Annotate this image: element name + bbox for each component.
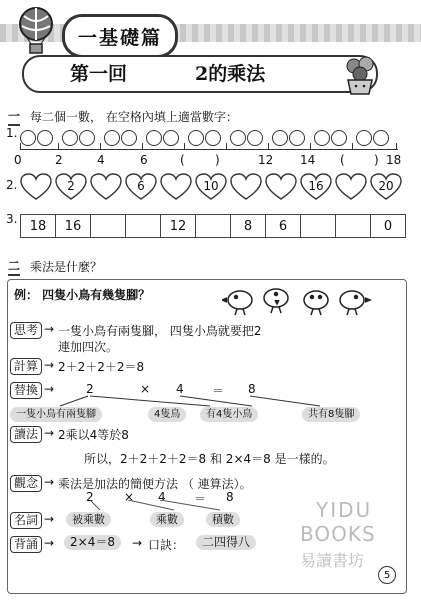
name-tag: 名詞 [10, 512, 42, 529]
section1-instruction: 每二個一數， 在空格內填上適當數字： [30, 110, 238, 124]
heart-value: 6 [137, 179, 145, 193]
q2-label: 2. [6, 178, 18, 192]
circle [104, 130, 120, 146]
table-cell [125, 214, 161, 238]
number-line-label: 0 [14, 153, 22, 167]
table-cell [195, 214, 231, 238]
think-arrow: → [44, 322, 55, 336]
number-line-tick [184, 143, 185, 150]
recite-tag: 背誦 [10, 536, 42, 553]
lesson-number: 第一回 [70, 63, 128, 85]
number-line-tick [226, 143, 227, 150]
read-text: 2乘以4等於8 [58, 428, 129, 442]
calc-text: 2＋2＋2＋2＝8 [58, 360, 145, 374]
concept-eq-product: 8 [226, 490, 234, 504]
table-cell [335, 214, 371, 238]
name-arrow: → [44, 512, 55, 526]
circle [247, 130, 263, 146]
concept-eq-equals: ＝ [194, 492, 207, 506]
section2-number: 二 [8, 257, 20, 276]
heart-value: 20 [378, 179, 394, 193]
pill-legs-per-bird: 一隻小鳥有兩隻腳 [10, 407, 102, 422]
heart-icon [230, 173, 262, 201]
watermark-line3: 易讀書坊 [300, 551, 365, 570]
think-text-line2: 連加四次。 [58, 340, 119, 354]
q3-label: 3. [6, 212, 18, 226]
circle [331, 130, 347, 146]
so-text: 所以，2＋2＋2＋2＝8 和 2×4＝8 是一樣的。 [84, 452, 335, 466]
table-cell: 6 [265, 214, 301, 238]
circle [314, 130, 330, 146]
number-line-label: 4 [97, 153, 105, 167]
think-tag: 思考 [10, 322, 42, 339]
circle [163, 130, 179, 146]
replace-eq-equals: ＝ [212, 384, 225, 398]
concept-eq-multiplier: 4 [158, 490, 166, 504]
replace-eq-multiplicand: 2 [86, 382, 94, 396]
number-line-tick [58, 143, 59, 150]
read-arrow: → [44, 426, 55, 440]
recite-arrow: → [44, 536, 55, 550]
plant-pot-icon [340, 54, 380, 96]
balloon-icon [14, 4, 60, 56]
number-line-label: 6 [140, 153, 148, 167]
table-cell: 8 [230, 214, 266, 238]
table-cell: 0 [370, 214, 406, 238]
concept-arrow: → [44, 475, 55, 489]
pill-have-four-birds: 有4隻小鳥 [200, 407, 258, 422]
recite-mid: 口訣： [148, 538, 185, 552]
replace-tag: 替換 [10, 382, 42, 399]
circle [272, 130, 288, 146]
number-line [20, 149, 398, 150]
heart-icon [265, 173, 297, 201]
recite-arrow2: → [132, 536, 143, 550]
replace-eq-product: 8 [248, 382, 256, 396]
number-line-label: 14 [300, 153, 316, 167]
number-line-tick [396, 143, 397, 150]
number-line-label: 12 [258, 153, 274, 167]
number-line-label: 18 [386, 153, 402, 167]
recite-expression: 2×4＝8 [64, 535, 121, 550]
table-cell: 18 [20, 214, 56, 238]
circle [289, 130, 305, 146]
heart-value: 2 [67, 179, 75, 193]
circle [37, 130, 53, 146]
heart-icon [90, 173, 122, 201]
heart-icon [335, 173, 367, 201]
lesson-title: 2的乘法 [195, 63, 266, 85]
watermark-line2: BOOKS [300, 522, 376, 546]
number-line-label: ( [340, 153, 345, 167]
circle [230, 130, 246, 146]
section2-heading: 乘法是什麼？ [30, 260, 103, 274]
heart-value: 10 [203, 179, 219, 193]
table-cell: 12 [160, 214, 196, 238]
circle [62, 130, 78, 146]
concept-tag: 觀念 [10, 475, 42, 492]
replace-eq-times: × [140, 382, 151, 396]
number-line-label: 2 [55, 153, 63, 167]
pill-total-legs: 共有8隻腳 [302, 407, 360, 422]
heart-icon [20, 173, 52, 201]
table-cell [90, 214, 126, 238]
replace-connectors [20, 394, 360, 408]
heart-icon [160, 173, 192, 201]
circle [79, 130, 95, 146]
pill-product: 積數 [206, 512, 240, 527]
pill-multiplier: 乘數 [150, 512, 184, 527]
circle [356, 130, 372, 146]
number-line-tick [268, 143, 269, 150]
replace-eq-multiplier: 4 [176, 382, 184, 396]
birds-illustration [222, 282, 372, 316]
number-line-label: ) [374, 153, 379, 167]
recite-rhyme: 二四得八 [196, 535, 256, 550]
table-cell [300, 214, 336, 238]
calc-arrow: → [44, 358, 55, 372]
number-line-label: ( [180, 153, 185, 167]
circle [121, 130, 137, 146]
page-number: 5 [378, 566, 396, 584]
watermark-line1: YIDU [316, 498, 373, 522]
pill-multiplicand: 被乘數 [66, 512, 111, 527]
number-line-tick [142, 143, 143, 150]
table-cell: 16 [55, 214, 91, 238]
replace-arrow: → [44, 382, 55, 396]
number-line-tick [352, 143, 353, 150]
bird-icon [222, 291, 252, 315]
number-line-tick [310, 143, 311, 150]
read-tag: 讀法 [10, 426, 42, 443]
circle [188, 130, 204, 146]
concept-eq-multiplicand: 2 [86, 490, 94, 504]
q1-label: 1. [6, 126, 18, 140]
concept-text: 乘法是加法的簡便方法 （ 連算法）。 [58, 477, 252, 491]
heart-value: 16 [308, 179, 324, 193]
section-header-label: 一基礎篇 [62, 14, 178, 58]
pill-four-birds: 4隻鳥 [148, 407, 186, 422]
circle [373, 130, 389, 146]
example-question: 例： 四隻小鳥有幾隻腳？ [14, 288, 151, 302]
section1-number: 一 [8, 107, 20, 126]
circle [205, 130, 221, 146]
number-line-tick [100, 143, 101, 150]
number-line-tick [20, 143, 21, 150]
number-line-label: ) [215, 153, 220, 167]
think-text-line1: 一隻小鳥有兩隻腳， 四隻小鳥就要把2 [58, 324, 262, 338]
circle [20, 130, 36, 146]
circle [146, 130, 162, 146]
concept-eq-times: × [124, 490, 135, 504]
concept-connectors [80, 500, 250, 512]
calc-tag: 計算 [10, 358, 42, 375]
